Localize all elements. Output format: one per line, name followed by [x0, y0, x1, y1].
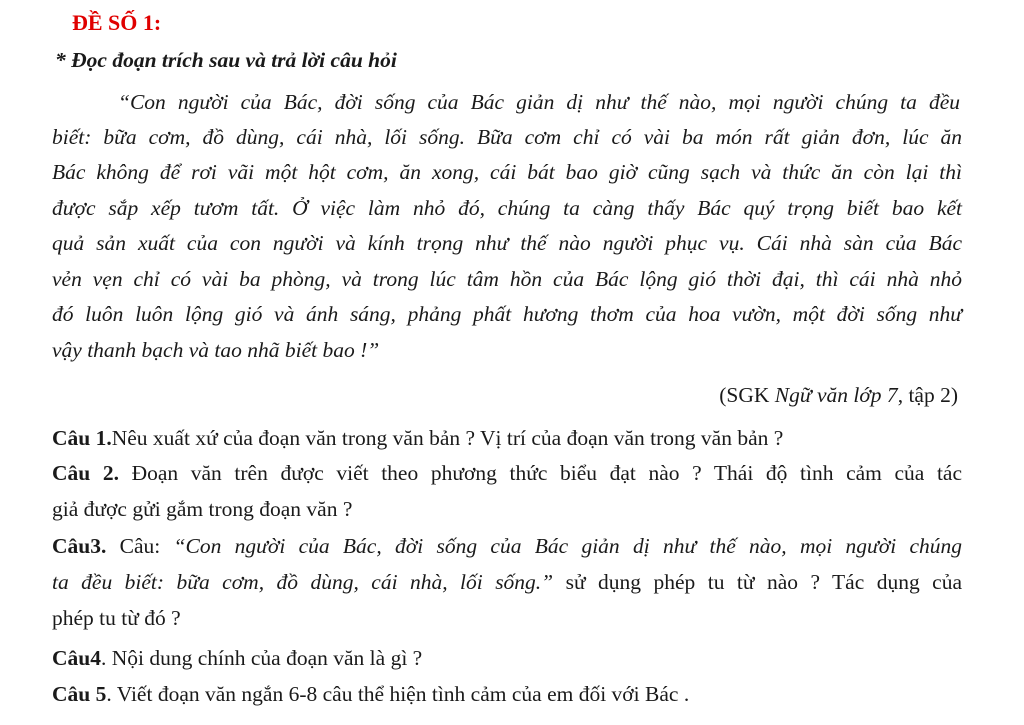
question-5	[52, 677, 962, 711]
passage-line: quả sản xuất của con người và kính trọng như thế nào người phục vụ. Cái nhà sàn của Bác	[52, 231, 962, 255]
passage-line: Bác không để rơi vãi một hột cơm, ăn xong, cái bát bao giờ cũng sạch và thức ăn còn lại thì	[52, 160, 962, 184]
instruction-heading: * Đọc đoạn trích sau và trả lời câu hỏi	[55, 48, 397, 72]
source-citation	[52, 378, 958, 412]
question-5-text: . Viết đoạn văn ngắn 6-8 câu thể hiện tình cảm của em đối với Bác .	[106, 682, 690, 706]
question-3-quote-end: ta đều biết: bữa cơm, đồ dùng, cái nhà, lối sống.”	[52, 570, 554, 594]
question-4-label: Câu4	[52, 646, 101, 670]
passage-line: vậy thanh bạch và tao nhã biết bao !”	[52, 338, 380, 362]
passage-line: đó luôn luôn lộng gió và ánh sáng, phảng phất hương thơm của hoa vườn, một đời sống như	[52, 302, 962, 326]
question-3-quote: “Con người của Bác, đời sống của Bác giản dị như thế nào, mọi người chúng	[173, 534, 962, 558]
question-5-label: Câu 5	[52, 682, 107, 706]
question-3-text: sử dụng phép tu từ nào ? Tác dụng của	[553, 570, 962, 594]
passage-line: được sắp xếp tươm tất. Ở việc làm nhỏ đó, chúng ta càng thấy Bác quý trọng biết bao kết	[52, 196, 962, 220]
source-prefix: (SGK	[719, 383, 775, 407]
question-2	[52, 456, 962, 490]
passage-line: “Con người của Bác, đời sống của Bác giản dị như thế nào, mọi người chúng ta đều	[118, 90, 960, 114]
question-3-label: Câu3.	[52, 534, 107, 558]
question-1-label: Câu 1.	[52, 426, 112, 450]
question-2-text: Đoạn văn trên được viết theo phương thức biểu đạt nào ? Thái độ tình cảm của tác	[118, 461, 963, 485]
question-3	[52, 529, 962, 563]
question-3-continued	[52, 565, 962, 599]
question-2-continued: giả được gửi gắm trong đoạn văn ?	[52, 497, 353, 521]
passage-line: vẻn vẹn chỉ có vài ba phòng, và trong lúc tâm hồn của Bác lộng gió thời đại, thì cái nhà nhỏ	[52, 267, 962, 291]
question-1	[52, 421, 962, 455]
question-3-lead: Câu:	[106, 534, 174, 558]
passage-line: biết: bữa cơm, đồ dùng, cái nhà, lối sống. Bữa cơm chỉ có vài ba món rất giản đơn, lúc ăn	[52, 125, 962, 149]
question-4	[52, 641, 962, 675]
question-4-text: . Nội dung chính của đoạn văn là gì ?	[100, 646, 423, 670]
question-2-label: Câu 2.	[52, 461, 119, 485]
question-3-final: phép tu từ đó ?	[52, 606, 181, 630]
question-1-text: Nêu xuất xứ của đoạn văn trong văn bản ? Vị trí của đoạn văn trong văn bản ?	[111, 426, 784, 450]
source-book: Ngữ văn lớp 7	[774, 383, 898, 407]
source-suffix: , tập 2)	[897, 383, 958, 407]
exam-title: ĐỀ SỐ 1:	[72, 10, 162, 35]
